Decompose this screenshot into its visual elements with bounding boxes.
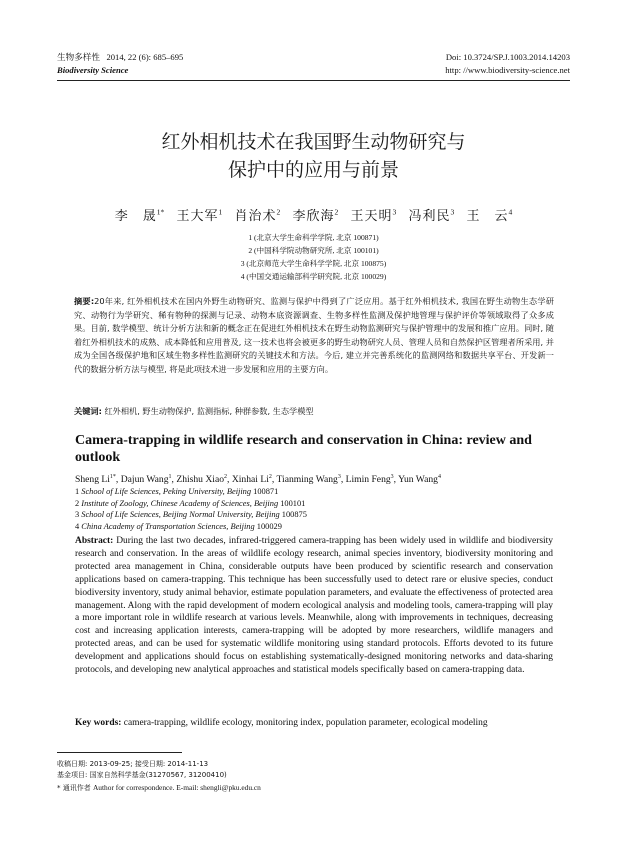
keywords-zh	[74, 405, 554, 418]
footnote-divider	[57, 752, 182, 753]
abstract-zh-label: 摘要:	[74, 296, 95, 306]
abstract-en	[75, 535, 553, 677]
journal-name-en: Biodiversity Science	[57, 64, 129, 75]
author-en: Dajun Wang$^1$	[120, 474, 172, 486]
journal-citation: 2014, 22 (6): 685–695	[106, 52, 184, 62]
title-zh	[0, 128, 627, 184]
author-en: Limin Feng$^3$	[345, 474, 394, 486]
keywords-en	[75, 717, 553, 730]
received-dates: 收稿日期: 2013-09-25; 接受日期: 2014-11-13	[57, 760, 209, 768]
journal-name-zh: 生物多样性	[57, 52, 100, 62]
keywords-zh-label: 关键词:	[74, 406, 102, 416]
keywords-zh-text: 红外相机, 野生动物保护, 监测指标, 种群参数, 生态学模型	[104, 406, 314, 416]
keywords-en-text: camera-trapping, wildlife ecology, monitoring index, population parameter, ecological modeling	[123, 718, 488, 728]
abstract-en-text: During the last two decades, infrared-triggered camera-trapping has been widely used in wildlife and biodiversity research and conservation. In the areas of wildlife ecology research, animal species inventory, biodiversity monitoring and protected area management in China, considerable outputs have been produced by scientific research and conservation applications based on camera-trapping. This technique has been successfully used to detect rare or elusive species, conduct biodiversity inventory, study animal behavior, estimate population parameters, and evaluate the effectiveness of protected area management. Along with the rapid development of modern ecological analysis and modeling tools, camera-trapping will play a more important role in wildlife research at various levels. Meanwhile, along with improvements in techniques, decreasing cost and increasing application interests, camera-trapping will be adopted by more researchers, wildlife managers and protected areas, and can be used for systematic wildlife monitoring using standard protocols. Efforts devoted to its future development and applications should focus on establishing systematically-designed monitoring networks and data-sharing protocols, and developing new analytical approaches and statistical models specifically based on camera-trapping data.	[75, 536, 553, 676]
author-en: Zhishu Xiao$^2$	[176, 474, 228, 486]
correspondence: * 通讯作者 Author for correspondence. E-mail: shengli@pku.edu.cn	[57, 782, 261, 792]
authors-zh	[0, 205, 627, 224]
author-en: Xinhai Li$^2$	[231, 474, 272, 486]
authors-en: Sheng $Li^{1*}$, Dajun Wang$^1$, Zhishu Xiao$^2$, Xinhai Li$^2$, Tianming Wang$^3$, Limin Feng$^3$, Yun Wang$^4$	[75, 474, 441, 486]
affiliation-en: 3 School of Life Sciences, Beijing Normal University, Beijing 100875	[75, 510, 307, 520]
header-divider	[57, 80, 570, 81]
affiliation-zh: 3 (北京师范大学生命科学学院, 北京 100875)	[240, 259, 387, 269]
affiliation-en: 4 China Academy of Transportation Sciences, Beijing 100029	[75, 521, 282, 531]
title-zh-line1: 红外相机技术在我国野生动物研究与	[161, 131, 466, 153]
abstract-zh-text: 20年来, 红外相机技术在国内外野生动物研究、监测与保护中得到了广泛应用。基于红外相机技术, 我国在野生动物生态学研究、动物行为学研究、稀有物种的探测与记录、动物本底资源调查、生物多样性监测及保护地管理与保护评价等领域取得了众多成果。目前, 数学模型、统计分析方法和新的概念正在促进红外相机技术在野生动物监测研究与保护管理中的发展和推广应用。同时, 随着红外相机技术的成熟、成本降低和应用普及, 这一技术也将会被更多的野生动物研究人员、管理人员和自然保护区管理者所采用, 并成为全国各级保护地和区域生物多样性监测研究的关键技术和方法。今后, 建立并完善系统化的监测网络和数据共享平台、开发新一代的数据分析方法与模型, 将是此项技术进一步发展和应用的主要方向。	[74, 296, 554, 374]
footnotes	[57, 759, 261, 794]
journal-header-right	[445, 51, 570, 76]
author-zh: 王 云$^4$	[466, 207, 513, 223]
title-en: Camera-trapping in wildlife research and conservation in China: review and outlook	[75, 433, 532, 465]
affiliation-zh: 2 (中国科学院动物研究所, 北京 100101)	[248, 246, 379, 256]
author-en: Tianming Wang$^3$	[276, 474, 341, 486]
author-en: Yun Wang$^4$	[398, 474, 441, 486]
author-zh: 李 晟$^{1*}$	[114, 207, 165, 223]
journal-header-left	[57, 51, 183, 76]
author-zh: 王天明$^3$	[350, 207, 397, 223]
affiliations-en	[75, 486, 555, 532]
affiliation-en: 1 School of Life Sciences, Peking University, Beijing 100871	[75, 487, 279, 496]
author-zh: 冯利民$^3$	[408, 207, 455, 223]
abstract-zh	[74, 295, 554, 377]
title-zh-line2: 保护中的应用与前景	[227, 159, 399, 181]
doi[interactable]: Doi: 10.3724/SP.J.1003.2014.14203	[445, 52, 570, 62]
affiliation-zh: 4 (中国交通运输部科学研究院, 北京 100029)	[240, 272, 387, 282]
author-en: Sheng $Li^{1*}$	[75, 474, 116, 486]
journal-citation-line	[57, 51, 183, 64]
author-zh: 李欣海$^2$	[292, 207, 339, 223]
abstract-en-label: Abstract:	[75, 536, 114, 546]
affiliation-en: 2 Institute of Zoology, Chinese Academy of Sciences, Beijing 100101	[75, 498, 306, 508]
keywords-en-label: Key words:	[75, 718, 122, 728]
affiliations-zh	[0, 231, 627, 283]
affiliation-zh: 1 (北京大学生命科学学院, 北京 100871)	[248, 233, 379, 242]
author-zh: 王大军$^1$	[176, 207, 223, 223]
journal-url[interactable]: http: //www.biodiversity-science.net	[445, 64, 570, 75]
funding: 基金项目: 国家自然科学基金(31270567, 31200410)	[57, 771, 227, 780]
author-zh: 肖治术$^2$	[234, 207, 281, 223]
